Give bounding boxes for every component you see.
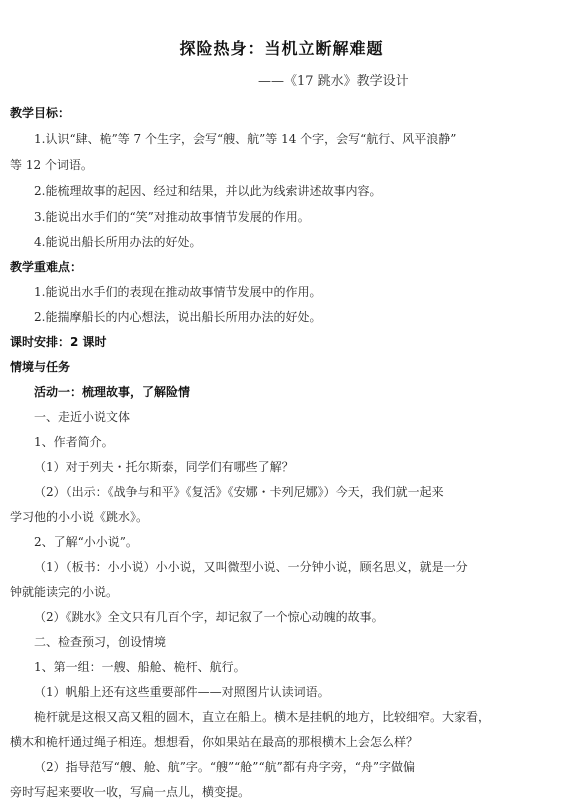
item-author-intro: 1、作者简介。 <box>34 435 114 449</box>
item-micro-fiction: 2、了解“小小说”。 <box>34 535 138 549</box>
goal-4: 4.能说出船长所用办法的好处。 <box>34 235 202 249</box>
item-author-q1: （1）对于列夫・托尔斯泰，同学们有哪些了解？ <box>34 460 294 474</box>
activity-1-heading: 活动一：梳理故事，了解险情 <box>34 385 191 399</box>
document-subtitle: ——《17 跳水》教学设计 <box>258 74 409 89</box>
goal-1-line-1: 1.认识“肆、桅”等 7 个生字，会写“艘、航”等 14 个字，会写“航行、风平浪静” <box>34 132 457 146</box>
item-group-1-q1: （1）帆船上还有这些重要部件——对照图片认读词语。 <box>34 685 330 699</box>
item-micro-fiction-2: （2）《跳水》全文只有几百个字，却记叙了一个惊心动魄的故事。 <box>34 610 384 624</box>
goal-2: 2.能梳理故事的起因、经过和结果，并以此为线索讲述故事内容。 <box>34 184 382 198</box>
item-group-1: 1、第一组：一艘、船舱、桅杆、航行。 <box>34 660 246 674</box>
key-points-heading: 教学重难点： <box>10 260 83 274</box>
item-group-1-q2-line-2: 旁时写起来要收一收，写扁一点儿，横变提。 <box>10 785 251 799</box>
goal-1-line-2: 等 12 个词语。 <box>10 158 93 172</box>
paragraph-mast-line-1: 桅杆就是这根又高又粗的圆木，直立在船上。横木是挂帆的地方，比较细窄。大家看， <box>34 710 491 724</box>
item-author-q2-line-1: （2）（出示：《战争与和平》《复活》《安娜・卡列尼娜》）今天，我们就一起来 <box>34 485 444 499</box>
key-point-2: 2.能揣摩船长的内心想法，说出船长所用办法的好处。 <box>34 310 322 324</box>
situation-heading: 情境与任务 <box>10 360 71 374</box>
item-author-q2-line-2: 学习他的小小说《跳水》。 <box>10 510 149 524</box>
paragraph-mast-line-2: 横木和桅杆通过绳子相连。想想看，你如果站在最高的那根横木上会怎么样？ <box>10 735 419 749</box>
goals-heading: 教学目标： <box>10 106 71 120</box>
key-point-1: 1.能说出水手们的表现在推动故事情节发展中的作用。 <box>34 285 322 299</box>
document-title: 探险热身：当机立断解难题 <box>179 39 384 58</box>
part-1-heading: 一、走近小说文体 <box>34 410 131 424</box>
part-2-heading: 二、检查预习，创设情境 <box>34 635 167 649</box>
goal-3: 3.能说出水手们的“笑”对推动故事情节发展的作用。 <box>34 210 310 224</box>
item-group-1-q2-line-1: （2）指导范写“艘、舱、航”字。“艘”“舱”“航”都有舟字旁，“舟”字做偏 <box>34 760 415 774</box>
item-micro-fiction-1-line-1: （1）（板书：小小说）小小说，又叫微型小说、一分钟小说，顾名思义，就是一分 <box>34 560 468 574</box>
item-micro-fiction-1-line-2: 钟就能读完的小说。 <box>10 585 119 599</box>
class-hours: 课时安排：2 课时 <box>10 335 107 349</box>
